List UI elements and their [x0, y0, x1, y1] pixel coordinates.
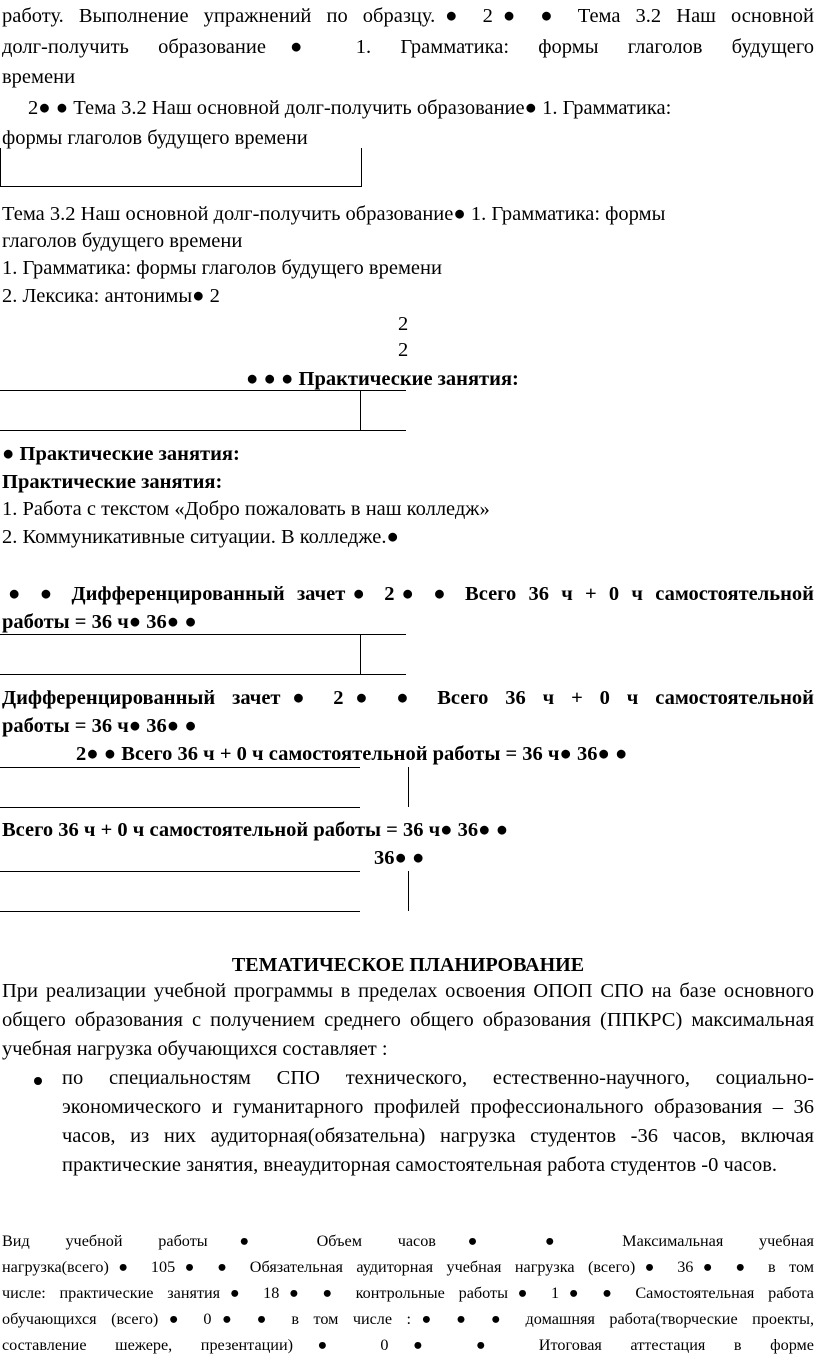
table-rule	[360, 390, 361, 430]
text-line: ● ● Дифференцированный зачет● 2● ● Всего 36 ч + 0 ч самостоятельной	[8, 583, 814, 605]
table-rule	[0, 807, 360, 808]
text-line: составление шежере, презентации)● 0● ● Итоговая аттестация в форме	[2, 1336, 814, 1354]
text-line: 2. Коммуникативные ситуации. В колледже.●	[2, 526, 399, 548]
table-rule	[0, 390, 406, 391]
text-line: работу. Выполнение упражнений по образцу.● 2● ● Тема 3.2 Наш основной	[2, 5, 814, 27]
text-line: работы = 36 ч● 36● ●	[2, 715, 197, 737]
text-line: 2● ● Тема 3.2 Наш основной долг-получить образование● 1. Грамматика:	[28, 97, 672, 119]
intro-text: При реализации учебной программы в пределах освоения ОПОП СПО на базе основного общего образования с получением среднего общего образования (ППКРС) максимальная учебная нагрузка обучающихся составляет :	[2, 980, 814, 1060]
number-line: 2	[398, 313, 409, 335]
list-item	[62, 1064, 814, 1180]
text-line: числе: практические занятия● 18● ● контрольные работы● 1● ● Самостоятельная работа	[2, 1284, 814, 1302]
table-rule	[0, 767, 360, 768]
text-line: Всего 36 ч + 0 ч самостоятельной работы = 36 ч● 36● ●	[2, 819, 509, 841]
list-item-text: по специальностям СПО технического, естественно-научного, социально-экономического и гуманитарного профилей профессионального образования – 36 часов, из них аудиторная(обязательна) нагрузка студентов -36 часов, включая практические занятия, внеаудиторная самостоятельная работа студентов -0 часов.	[62, 1067, 814, 1176]
section-label: ● Практические занятия:	[2, 443, 240, 465]
text-line: работы = 36 ч● 36● ●	[2, 611, 197, 633]
table-rule	[0, 871, 360, 872]
text-line: Тема 3.2 Наш основной долг-получить образование● 1. Грамматика: формы	[2, 203, 666, 225]
table-rule	[0, 674, 406, 675]
text-line: 2. Лексика: антонимы● 2	[2, 285, 220, 307]
text-line: 1. Грамматика: формы глаголов будущего времени	[2, 257, 442, 279]
text-line: долг-получить образование● 1. Грамматика: формы глаголов будущего	[2, 36, 814, 58]
intro-paragraph	[2, 977, 814, 1064]
table-rule	[0, 430, 406, 431]
bullet-dot-icon	[34, 1077, 42, 1085]
text-line: нагрузка(всего)● 105● ● Обязательная аудиторная учебная нагрузка (всего)● 36● ● в том	[2, 1258, 814, 1276]
table-rule	[408, 871, 409, 911]
table-rule	[360, 634, 361, 674]
text-line: 1. Работа с текстом «Добро пожаловать в наш колледж»	[2, 498, 490, 520]
table-rule	[408, 767, 409, 807]
text-line: Вид учебной работы● Объем часов● ● Максимальная учебная	[2, 1232, 814, 1250]
section-label: Практические занятия:	[2, 471, 223, 493]
text-line: времени	[2, 66, 76, 88]
text-line: формы глаголов будущего времени	[2, 127, 308, 149]
number-line: 2	[398, 339, 409, 361]
table-rule	[0, 634, 406, 635]
table-cell-box	[0, 148, 362, 187]
page-heading: ТЕМАТИЧЕСКОЕ ПЛАНИРОВАНИЕ	[231, 954, 585, 976]
text-line: обучающихся (всего)● 0● ● в том числе :● ● ● домашняя работа(творческие проекты,	[2, 1310, 814, 1328]
table-rule	[0, 911, 360, 912]
text-line: 36● ●	[374, 847, 425, 869]
section-label: ● ● ● Практические занятия:	[246, 368, 519, 390]
text-line: глаголов будущего времени	[2, 230, 243, 252]
text-line: 2● ● Всего 36 ч + 0 ч самостоятельной работы = 36 ч● 36● ●	[76, 743, 628, 765]
text-line: Дифференцированный зачет● 2● ● Всего 36 ч + 0 ч самостоятельной	[2, 687, 814, 709]
